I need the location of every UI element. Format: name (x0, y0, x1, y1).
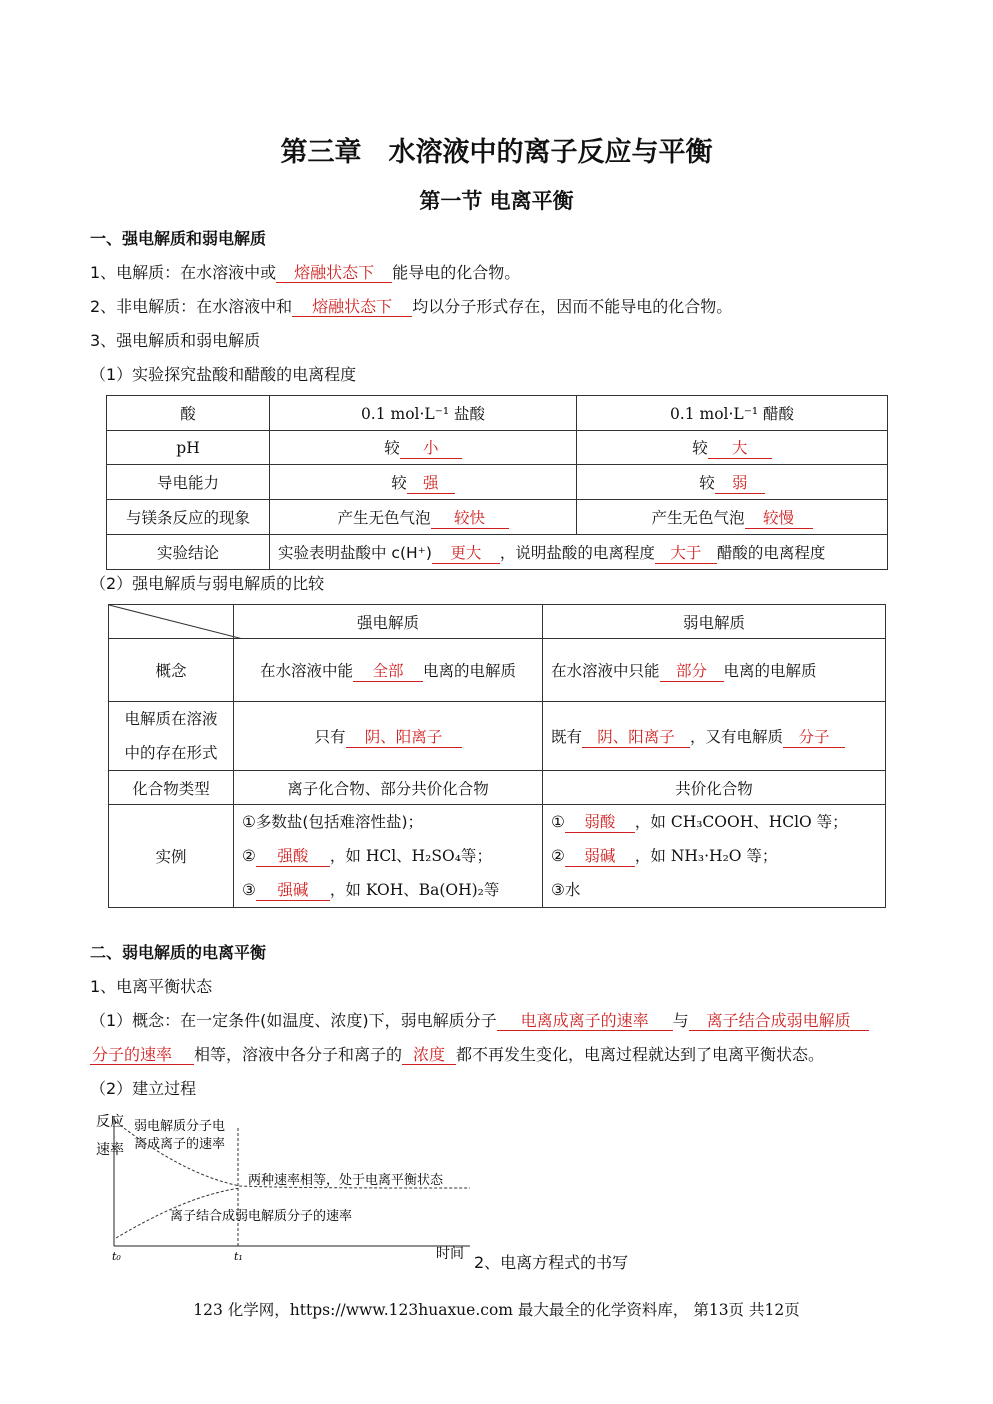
header-acetic: 0.1 mol·L⁻¹ 醋酸 (577, 396, 888, 431)
definition-nonelectrolyte: 2、非电解质：在水溶液中和 熔融状态下 均以分子形式存在，因而不能导电的化合物。 (90, 297, 733, 316)
section-title: 第一节 电离平衡 (419, 188, 574, 213)
row-label: 化合物类型 (109, 771, 234, 805)
curve1-label-b: 离成离子的速率 (134, 1137, 226, 1152)
row-label: 实例 (109, 805, 234, 908)
x-label: 时间 (436, 1246, 464, 1262)
row-label: 概念 (109, 639, 234, 702)
answer-blank: 熔融状态下 (292, 297, 412, 317)
footer: 123 化学网，https://www.123huaxue.com 最大最全的化学资料库， 第13页 共12页 (193, 1301, 800, 1319)
answer-blank: 熔融状态下 (276, 263, 392, 283)
examples-strong: ①多数盐(包括难溶性盐)； ② 强酸 ，如 HCl、H₂SO₄等； ③ 强碱 ，如 KOH、Ba(OH)₂等 (234, 805, 543, 908)
definition-electrolyte: 1、电解质：在水溶液中或 熔融状态下 能导电的化合物。 (90, 263, 521, 282)
part2-heading: 二、弱电解质的电离平衡 (90, 943, 267, 962)
cell: 较 强 (270, 465, 577, 500)
cell: 产生无色气泡 较快 (270, 500, 577, 535)
y-label-2: 速率 (96, 1142, 124, 1158)
equilibrium-concept-line1: （1）概念：在一定条件(如温度、浓度)下，弱电解质分子 电离成离子的速率 与 离子结合成弱电解质 (90, 1008, 869, 1031)
curve1-label-a: 弱电解质分子电 (134, 1119, 226, 1134)
chapter-title: 第三章 水溶液中的离子反应与平衡 (280, 137, 713, 168)
cell: 在水溶液中只能 部分 电离的电解质 (543, 639, 886, 702)
t0-label: t₀ (112, 1250, 121, 1263)
electrolyte-comparison-table (108, 604, 886, 908)
cell: 较 弱 (577, 465, 888, 500)
curve2-label: 离子结合成弱电解质分子的速率 (170, 1209, 353, 1224)
cell: 共价化合物 (543, 771, 886, 805)
cell: 离子化合物、部分共价化合物 (234, 771, 543, 805)
item3-title: 3、强电解质和弱电解质 (90, 331, 261, 350)
equilibrium-concept-line2: 分子的速率 相等，溶液中各分子和离子的 浓度 都不再发生变化，电离过程就达到了电离平衡状态。 (92, 1045, 825, 1064)
examples-weak: ① 弱酸 ，如 CH₃COOH、HClO 等； ② 弱碱 ，如 NH₃·H₂O 等； ③水 (543, 805, 886, 908)
sub2-title: （2）强电解质与弱电解质的比较 (90, 574, 325, 593)
row-label: pH (107, 431, 270, 465)
cell: 较 大 (577, 431, 888, 465)
row-label: 导电能力 (107, 465, 270, 500)
equilibrium-rate-diagram (90, 1108, 480, 1263)
part1-heading: 一、强电解质和弱电解质 (90, 229, 267, 248)
conclusion-cell: 实验表明盐酸中 c(H⁺) 更大 ，说明盐酸的电离程度 大于 醋酸的电离程度 (270, 535, 888, 570)
diagonal-header (109, 605, 234, 639)
cell: 较 小 (270, 431, 577, 465)
y-label-1: 反应 (96, 1114, 124, 1130)
row-label: 与镁条反应的现象 (107, 500, 270, 535)
header-weak: 弱电解质 (543, 605, 886, 639)
row-label: 实验结论 (107, 535, 270, 570)
equilibrium-state-title: 1、电离平衡状态 (90, 977, 213, 996)
cell: 产生无色气泡 较慢 (577, 500, 888, 535)
header-hcl: 0.1 mol·L⁻¹ 盐酸 (270, 396, 577, 431)
sub1-title: （1）实验探究盐酸和醋酸的电离程度 (90, 365, 357, 384)
process-title: （2）建立过程 (90, 1079, 197, 1098)
row-label: 电解质在溶液 中的存在形式 (109, 702, 234, 771)
equilibrium-label: 两种速率相等，处于电离平衡状态 (248, 1173, 444, 1188)
acid-comparison-table (106, 395, 888, 570)
cell: 只有 阴、阳离子 (234, 702, 543, 771)
t1-label: t₁ (234, 1250, 243, 1263)
equation-writing-title: 2、电离方程式的书写 (474, 1253, 629, 1272)
header-strong: 强电解质 (234, 605, 543, 639)
cell: 既有 阴、阳离子 ，又有电解质 分子 (543, 702, 886, 771)
header-acid: 酸 (107, 396, 270, 431)
cell: 在水溶液中能 全部 电离的电解质 (234, 639, 543, 702)
